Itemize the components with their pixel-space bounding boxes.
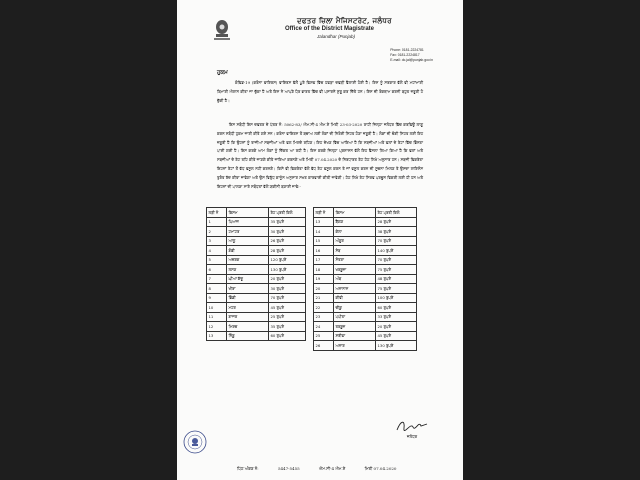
header-rate: ਰੇਟ ਪ੍ਰਤੀ ਕਿਲੋ <box>269 208 306 218</box>
table-row <box>207 284 306 294</box>
cell-rate: 70 ਰੁਪਏ <box>376 255 417 265</box>
cell-serial: 18 <box>314 265 334 275</box>
cell-serial: 17 <box>314 255 334 265</box>
cell-serial: 4 <box>207 246 227 256</box>
signature-block <box>392 418 432 439</box>
table-row <box>207 274 306 284</box>
table-row <box>314 246 417 256</box>
cell-rate: 26 ਰੁਪਏ <box>269 236 306 246</box>
cell-rate: 60 ਰੁਪਏ <box>269 331 306 341</box>
cell-serial: 5 <box>207 255 227 265</box>
table-row <box>207 217 306 227</box>
table-row <box>207 255 306 265</box>
cell-item: ਘੀਆ ਕੱਦੂ <box>227 274 269 284</box>
header-item: ਕਿਸਮ <box>227 208 269 218</box>
state-emblem-icon <box>211 18 233 44</box>
cell-item: ਮਟਰ <box>227 303 269 313</box>
table-header-row <box>314 208 417 218</box>
cell-serial: 12 <box>207 322 227 332</box>
cell-rate: 75 ਰੁਪਏ <box>376 265 417 275</box>
cell-rate: 70 ਰੁਪਏ <box>269 293 306 303</box>
cell-rate: 70 ਰੁਪਏ <box>376 236 417 246</box>
cell-item: ਮਿਰਚ <box>227 322 269 332</box>
cell-serial: 15 <box>314 236 334 246</box>
table-row <box>314 284 417 294</box>
cell-item: ਪਪੀਤਾ <box>334 312 376 322</box>
cell-rate: 48 ਰੁਪਏ <box>376 274 417 284</box>
header-item: ਕਿਸਮ <box>334 208 376 218</box>
cell-rate: 130 ਰੁਪਏ <box>376 341 417 351</box>
contact-phone: Phone: 0181-2224781 <box>390 48 424 52</box>
cell-serial: 13 <box>207 331 227 341</box>
table-row <box>314 255 417 265</box>
table-row <box>314 293 417 303</box>
table-row <box>207 227 306 237</box>
cell-serial: 8 <box>207 284 227 294</box>
cell-item: ਤਰਬੂਜ਼ <box>334 322 376 332</box>
cell-item: ਸੇਬ <box>334 246 376 256</box>
cell-rate: 33 ਰੁਪਏ <box>376 312 417 322</box>
cell-rate: 45 ਰੁਪਏ <box>269 303 306 313</box>
cell-rate: 38 ਰੁਪਏ <box>376 227 417 237</box>
cell-serial: 7 <box>207 274 227 284</box>
letterhead-title-punjabi: ਦਫਤਰ ਜ਼ਿਲਾ ਮੈਜਿਸਟਰੇਟ, ਜਲੰਧਰ <box>297 16 392 25</box>
cell-item: ਅੰਬ <box>334 274 376 284</box>
table-row <box>207 331 306 341</box>
cell-rate: 25 ਰੁਪਏ <box>269 312 306 322</box>
table-row <box>314 331 417 341</box>
table-row <box>314 341 417 351</box>
header-rate: ਰੇਟ ਪ੍ਰਤੀ ਕਿਲੋ <box>376 208 417 218</box>
cell-item: ਨਿੰਬੂ <box>227 331 269 341</box>
footer-branch: ਐਮ.ਸੀ-4 ਐਮ.ਏ <box>318 466 346 471</box>
cell-item: ਲਸਣ <box>227 265 269 275</box>
cell-rate: 28 ਰੁਪਏ <box>376 217 417 227</box>
cell-item: ਟਮਾਟਰ <box>227 227 269 237</box>
cell-rate: 120 ਰੁਪਏ <box>269 255 306 265</box>
cell-item: ਸੰਤਰਾ <box>334 255 376 265</box>
table-row <box>207 236 306 246</box>
signature-label: ਜਲੰਧਰ <box>406 434 418 439</box>
cell-rate: 28 ਰੁਪਏ <box>269 246 306 256</box>
cell-item: ਭਿੰਡੀ <box>227 293 269 303</box>
signature-mark-icon <box>395 418 429 434</box>
cell-serial: 2 <box>207 227 227 237</box>
table-row <box>207 246 306 256</box>
cell-serial: 22 <box>314 303 334 313</box>
cell-serial: 20 <box>314 284 334 294</box>
cell-item: ਆਲੂ <box>227 236 269 246</box>
footer-endorsement <box>237 466 437 471</box>
cell-rate: 20 ਰੁਪਏ <box>376 322 417 332</box>
letterhead-title-english: Office of the District Magistrate <box>285 26 375 32</box>
cell-rate: 60 ਰੁਪਏ <box>376 303 417 313</box>
cell-rate: 130 ਰੁਪਏ <box>269 265 306 275</box>
table-row <box>314 236 417 246</box>
cell-item: ਅੰਗੂਰ <box>334 236 376 246</box>
cell-item: ਖੀਰਾ <box>227 284 269 294</box>
cell-serial: 11 <box>207 312 227 322</box>
cell-item: ਅਨਾਰ <box>334 341 376 351</box>
order-title: ਹੁਕਮ <box>217 70 228 76</box>
cell-serial: 16 <box>314 246 334 256</box>
cell-item: ਅਦਰਕ <box>227 255 269 265</box>
footer-date: ਮਿਤੀ 07.04.2020 <box>364 466 397 471</box>
table-header-row <box>207 208 306 218</box>
office-seal-icon <box>183 430 207 454</box>
footer-number: 5447-5455 <box>277 466 300 471</box>
table-row <box>314 265 417 275</box>
cell-item: ਬੈਂਗਣ <box>334 217 376 227</box>
table-row <box>314 322 417 332</box>
table-row <box>314 303 417 313</box>
cell-rate: 100 ਰੁਪਏ <box>376 293 417 303</box>
cell-rate: 20 ਰੁਪਏ <box>269 274 306 284</box>
table-row <box>314 227 417 237</box>
cell-serial: 24 <box>314 322 334 332</box>
rates-table-left <box>206 207 306 341</box>
header-serial: ਲੜੀ ਨੰ <box>314 208 334 218</box>
cell-serial: 3 <box>207 236 227 246</box>
cell-item: ਖਰਬੂਜ਼ਾ <box>334 265 376 275</box>
cell-item: ਅਨਾਨਾਸ <box>334 284 376 294</box>
cell-rate: 35 ਰੁਪਏ <box>269 322 306 332</box>
cell-item: ਚੀਕੂ <box>334 303 376 313</box>
cell-serial: 23 <box>314 312 334 322</box>
header-serial: ਲੜੀ ਨੰ <box>207 208 227 218</box>
table-row <box>207 322 306 332</box>
table-row <box>207 293 306 303</box>
footer-endorsement-label: ਪਿੱਠ ਅੰਕਣ ਨੰ: <box>237 466 259 471</box>
cell-serial: 10 <box>207 303 227 313</box>
table-row <box>207 303 306 313</box>
cell-item: ਗਾਜਰ <box>227 312 269 322</box>
cell-item: ਗੋਭੀ <box>227 246 269 256</box>
table-row <box>314 217 417 227</box>
cell-rate: 140 ਰੁਪਏ <box>376 246 417 256</box>
rates-table-right <box>313 207 417 351</box>
cell-item: ਪਿਆਜ਼ <box>227 217 269 227</box>
cell-serial: 14 <box>314 227 334 237</box>
cell-serial: 9 <box>207 293 227 303</box>
contact-fax: Fax: 0181-2224817 <box>390 53 420 57</box>
cell-serial: 25 <box>314 331 334 341</box>
document-page <box>177 0 463 480</box>
cell-serial: 6 <box>207 265 227 275</box>
cell-rate: 30 ਰੁਪਏ <box>269 227 306 237</box>
cell-rate: 35 ਰੁਪਏ <box>269 217 306 227</box>
cell-serial: 1 <box>207 217 227 227</box>
order-paragraph-1: ਕੋਵਿਡ-19 (ਕਰੋਨਾ ਵਾਇਰਸ) ਵਾਇਰਸ ਵੱਲੋਂ ਪੂਰੇ ਵਿਸ਼ਵ ਵਿੱਚ ਹਫੜਾ ਦਫੜੀ ਫੈਲਾਈ ਹੋਈ ਹੈ। ਇਸ ਨੂੰ ਸਰਕਾਰ ਵੱਲੋਂ ਵੀ ਮਹਾਂਮਾਰੀ ਬਿਮਾਰੀ ਐਲਾਨ ਕੀਤਾ ਜਾ ਚੁੱਕਾ ਹੈ ਅਤੇ ਇਸ ਨੇ ਆਪਣੇ ਪੈਰ ਭਾਰਤ ਵਿੱਚ ਵੀ ਪਸਾਰਨੇ ਸ਼ੁਰੂ ਕਰ ਦਿੱਤੇ ਹਨ। ਇਸ ਦੀ ਰੋਕਥਾਮ ਕਰਨੀ ਬਹੁਤ ਜ਼ਰੂਰੀ ਹੋ ਚੁੱਕੀ ਹੈ। <box>217 80 423 103</box>
cell-rate: 30 ਰੁਪਏ <box>269 284 306 294</box>
cell-rate: 75 ਰੁਪਏ <box>376 284 417 294</box>
cell-item: ਸ਼ਰੀਫਾ <box>334 331 376 341</box>
contact-block <box>390 48 433 63</box>
cell-serial: 13 <box>314 217 334 227</box>
order-paragraph-2: ਇਸ ਸਬੰਧੀ ਇਸ ਦਫਤਰ ਦੇ ਪੱਤਰ ਨੰ: 5062-83/ ਐਮ.ਸੀ-4 ਐਮ.ਏ ਮਿਤੀ 23-03-2020 ਰਾਹੀਂ ਜ਼ਿਲ੍ਹਾ ਜਲੰਧਰ ਵਿੱਚ ਕਰਫਿਊ ਲਾਗੂ ਕਰਨ ਸਬੰਧੀ ਹੁਕਮ ਜਾਰੀ ਕੀਤੇ ਗਏ ਸਨ। ਕਰੋਨਾ ਵਾਇਰਸ ਤੋਂ ਬਚਾਅ ਲਈ ਲੋਕਾਂ ਦੀ ਨਿਰੋਈ ਸਿਹਤ ਹੋਣਾ ਜ਼ਰੂਰੀ ਹੈ। ਲੋਕਾਂ ਦੀ ਚੰਗੀ ਸਿਹਤ ਲਈ ਇਹ ਜ਼ਰੂਰੀ ਹੈ ਕਿ ਉਹਨਾਂ ਨੂੰ ਤਾਜੀਆਂ ਸਬਜੀਆਂ ਅਤੇ ਫਲ ਮਿਲਦੇ ਰਹਿਣ। ਇਹ ਦੇਖਣ ਵਿੱਚ ਆਇਆ ਹੈ ਕਿ ਸਬਜੀਆਂ ਅਤੇ ਫਲਾਂ ਦੇ ਰੇਟਾਂ ਵਿੱਚ ਭਿੰਨਤਾ ਪਾਈ ਗਈ ਹੈ। ਇਸ ਕਰਕੇ ਆਮ ਲੋਕਾਂ ਨੂੰ ਦਿੱਕਤ ਆ ਰਹੀ ਹੈ। ਇਸ ਕਰਕੇ ਜ਼ਿਲ੍ਹਾ ਪ੍ਰਸ਼ਾਸਨ ਵੱਲੋਂ ਇਹ ਫੈਸਲਾ ਲਿਆ ਗਿਆ ਹੈ ਕਿ ਫਲਾਂ ਅਤੇ ਸਬਜੀਆਂ ਦੇ ਰੇਟ ਤਹਿ ਕੀਤੇ ਜਾਣਗੇ ਕੀਤੇ ਜਾਇਆ ਕਰਨਗੇ ਅਤੇ ਮਿਤੀ 07.04.2020 ਦੇ ਨਿਰਧਾਰਤ ਰੇਟ ਹੇਠ ਲਿਖੇ ਅਨੁਸਾਰ ਹਨ। ਸਬਜੀ ਵਿਕਰੇਤਾ ਇਹਨਾਂ ਰੇਟਾਂ ਤੋਂ ਵੱਧ ਵਸੂਲ ਨਹੀਂ ਕਰਨਗੇ। ਕਿਸੇ ਵੀ ਵਿਕਰੇਤਾ ਵੱਲੋਂ ਵੱਧ ਰੇਟ ਵਸੂਲ ਕਰਨ ਤੇ ਜਾਂ ਵਸੂਲ ਕਰਨ ਦੀ ਸੂਚਨਾ ਮਿਲਣ ਤੇ ਉਸਦਾ ਲਾਇਸੰਸ ਤੁਰੰਤ ਰੱਦ ਕੀਤਾ ਜਾਵੇਗਾ ਅਤੇ ਉਸ ਵਿਰੁੱਧ ਕਾਨੂੰਨ ਅਨੁਸਾਰ ਸਖਤ ਕਾਰਵਾਈ ਕੀਤੀ ਜਾਵੇਗੀ। ਹੇਠ ਲਿਖੇ ਰੇਟ ਸਿਰਫ ਪਰਚੂਨ ਵਿਕਰੀ ਲਈ ਹੀ ਹਨ ਅਤੇ ਇਹਨਾਂ ਦੀ ਪਾਲਣਾ ਸਾਰੇ ਸਬੰਧਤਾਂ ਵੱਲੋਂ ਯਕੀਨੀ ਬਣਾਈ ਜਾਵੇ:- <box>217 122 423 189</box>
cell-serial: 21 <box>314 293 334 303</box>
table-row <box>207 265 306 275</box>
letterhead-city: Jalandhar (Punjab) <box>317 34 356 39</box>
cell-serial: 19 <box>314 274 334 284</box>
cell-serial: 26 <box>314 341 334 351</box>
table-row <box>314 274 417 284</box>
table-row <box>207 312 306 322</box>
contact-email: E-mail: dc.jal@punjab.gov.in <box>390 58 433 62</box>
table-row <box>314 312 417 322</box>
cell-item: ਕੇਲਾ <box>334 227 376 237</box>
cell-item: ਕੀਵੀ <box>334 293 376 303</box>
cell-rate: 45 ਰੁਪਏ <box>376 331 417 341</box>
